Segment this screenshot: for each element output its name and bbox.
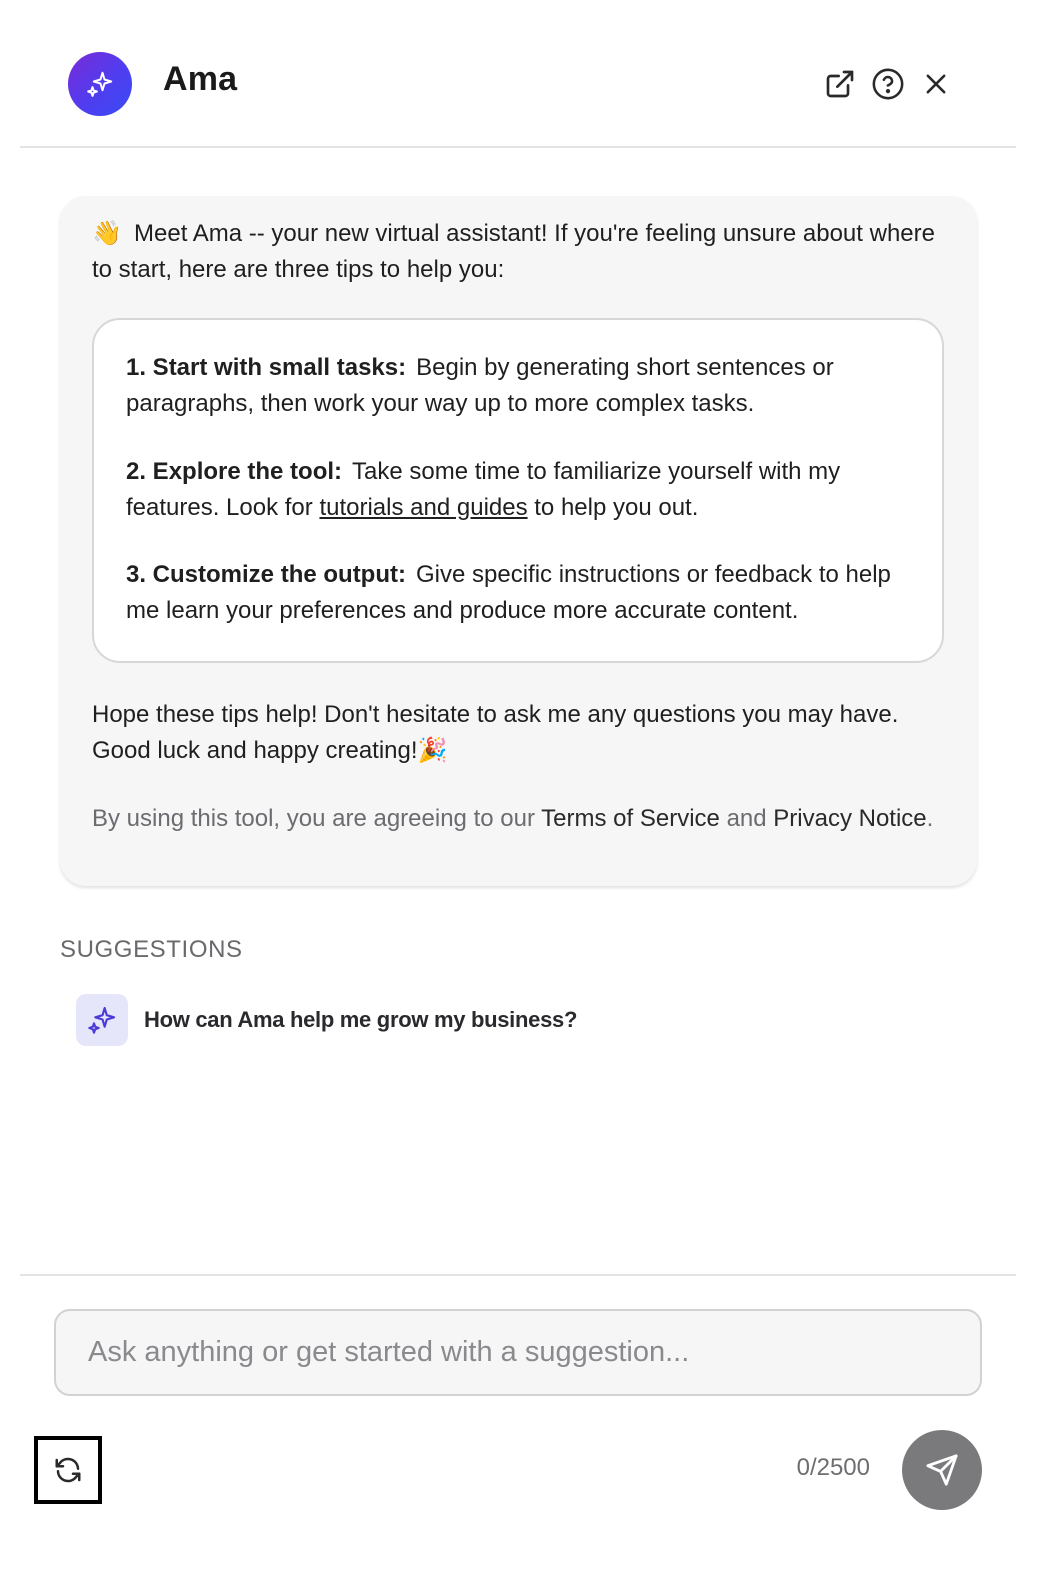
chat-input[interactable] <box>54 1309 982 1396</box>
tip-text: to help you out. <box>534 494 699 521</box>
suggestion-label: How can Ama help me grow my business? <box>144 1007 578 1032</box>
tip-title: 2. Explore the tool: <box>126 458 343 485</box>
assistant-avatar <box>68 52 132 116</box>
tip-1 <box>126 350 926 422</box>
send-icon <box>925 1453 959 1487</box>
sparkles-icon <box>86 1004 118 1036</box>
privacy-notice-link[interactable]: Privacy Notice <box>773 805 927 832</box>
tip-text: Begin by generating short sentences or paragraphs, then work your way up to more complex tasks. <box>126 354 834 417</box>
open-external-button[interactable] <box>820 64 860 104</box>
close-button[interactable] <box>916 64 956 104</box>
send-button[interactable] <box>902 1430 982 1510</box>
tips-box <box>92 318 944 663</box>
tip-title: 1. Start with small tasks: <box>126 354 407 381</box>
tip-2 <box>126 454 926 526</box>
header <box>20 20 1016 148</box>
tip-3 <box>126 557 926 629</box>
footer-divider <box>20 1274 1016 1276</box>
waving-hand-emoji: 👋 <box>92 220 122 247</box>
refresh-button[interactable] <box>34 1436 102 1504</box>
tip-text: Give specific instructions or feedback to help me learn your preferences and produce more accurate content. <box>126 561 891 624</box>
help-button[interactable] <box>868 64 908 104</box>
terms-of-service-link[interactable]: Terms of Service <box>541 805 720 832</box>
tip-text: Take some time to familiarize yourself with my features. Look for <box>126 458 841 521</box>
tutorials-link[interactable]: tutorials and guides <box>319 494 528 521</box>
character-counter: 0/2500 <box>796 1454 870 1481</box>
outro-text: Hope these tips help! Don't hesitate to ask me any questions you may have. Good luck and happy creating!🎉 <box>92 701 899 764</box>
tip-title: 3. Customize the output: <box>126 561 406 588</box>
welcome-message-card <box>60 196 977 886</box>
refresh-icon <box>53 1455 83 1485</box>
assistant-title: Ama <box>163 60 238 98</box>
suggestions-heading: SUGGESTIONS <box>60 936 243 963</box>
help-circle-icon <box>871 67 905 101</box>
party-popper-emoji: 🎉 <box>417 737 448 764</box>
suggestion-item[interactable] <box>76 994 636 1046</box>
external-link-icon <box>824 68 856 100</box>
legal-notice: By using this tool, you are agreeing to our Terms of Service and Privacy Notice. <box>92 805 934 832</box>
assistant-panel <box>20 20 1016 1548</box>
sparkles-icon <box>85 69 115 99</box>
intro-text: 👋 Meet Ama -- your new virtual assistant! If you're feeling unsure about where to start, here are three tips to help you: <box>92 216 952 288</box>
suggestion-icon-badge <box>76 994 128 1046</box>
close-icon <box>922 70 950 98</box>
